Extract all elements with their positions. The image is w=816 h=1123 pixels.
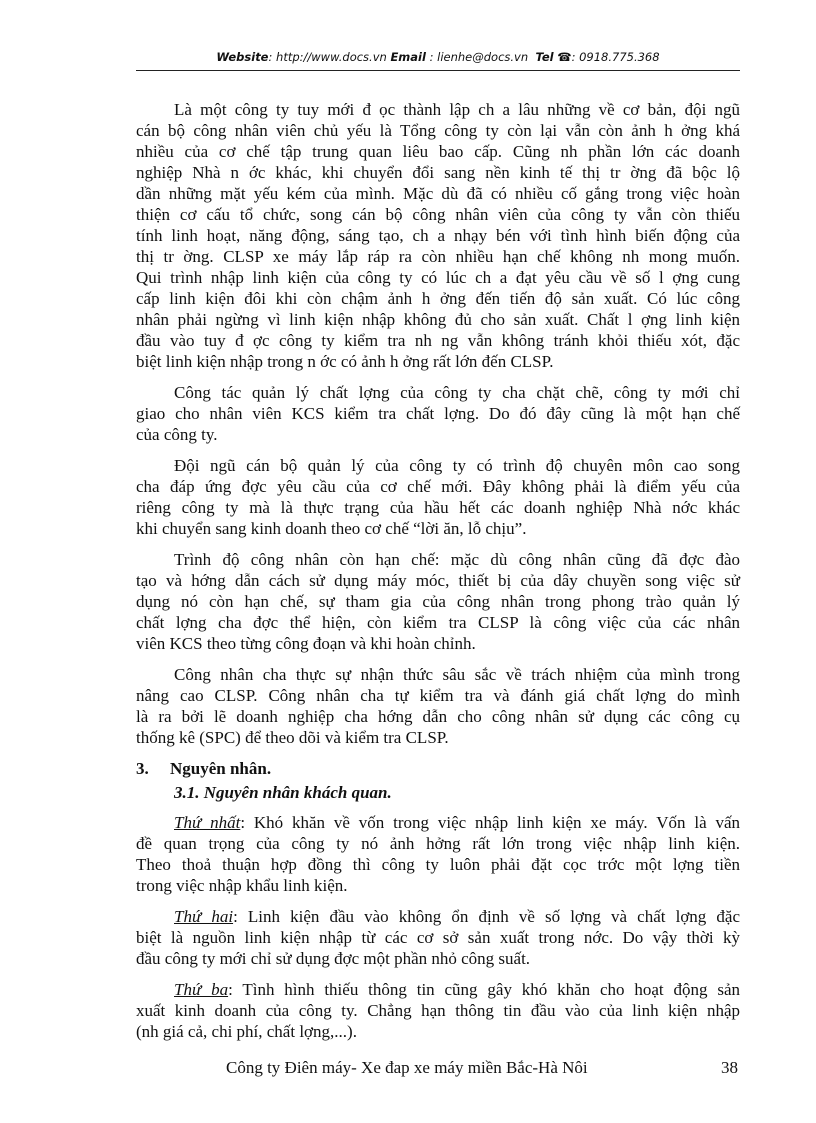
paragraph — [136, 382, 740, 445]
footer-company: Công ty Điên máy- Xe đap xe máy miền Bắc-Hà Nôi — [226, 1058, 588, 1077]
paragraph-line: đầu công ty mới chỉ sử dụng đợc một phần nhỏ công suất. — [136, 949, 531, 968]
section-heading — [136, 758, 740, 782]
paragraph-line: nghiệp Nhà n ớc khác, khi chuyển đổi sang nền kinh tế thị tr ờng đã bộc lộ — [136, 163, 740, 182]
paragraph-line: xuất kinh doanh của công ty. Chẳng hạn thông tin đầu vào của linh kiện nhập — [136, 1001, 740, 1020]
paragraph-line: dần những mặt yếu kém của mình. Mặc dù đã có nhiều cố gắng trong việc hoàn — [136, 184, 740, 203]
paragraph — [136, 549, 740, 654]
line-text: : Tình hình thiếu thông tin cũng gây khó khăn cho hoạt động sản — [228, 980, 740, 999]
document-body — [136, 99, 740, 1052]
reason-lead: Thứ hai — [174, 907, 234, 926]
subsection-heading: 3.1. Nguyên nhân khách quan. — [174, 783, 392, 802]
paragraph-line: trong việc nhập khẩu linh kiện. — [136, 876, 348, 895]
paragraph-line: Qui trình nhập linh kiện của công ty có lúc ch a đạt yêu cầu về số l ợng cung — [136, 268, 740, 287]
paragraph — [136, 906, 740, 969]
paragraph-line: cấp linh kiện đôi khi còn chậm ảnh h ởng đến tiến độ sản xuất. Có lúc công — [136, 289, 740, 308]
paragraph-line: thị tr ờng. CLSP xe máy lắp ráp ra còn nhiều hạn chế không nh mong muốn. — [136, 247, 740, 266]
paragraph-line: Công tác quản lý chất lợng của công ty cha chặt chẽ, công ty mới chỉ — [174, 383, 740, 402]
website-url: : http://www.docs.vn — [268, 50, 387, 64]
paragraph — [136, 455, 740, 539]
paragraph-line: nhân phải ngừng vì linh kiện nhập không đủ cho sản xuất. Chất l ợng linh kiện — [136, 310, 740, 329]
paragraph-line: đề quan trọng của công ty nó ảnh hởng rất lớn trong việc nhập linh kiện. — [136, 834, 740, 853]
paragraph-line: cha đáp ứng đợc yêu cầu của cơ chế mới. Đây không phải là điểm yếu của — [136, 477, 740, 496]
website-label: Website — [216, 50, 269, 64]
paragraph-line: nâng cao CLSP. Công nhân cha tự kiểm tra và đánh giá chất lợng do mình — [136, 686, 740, 705]
paragraph-line — [136, 979, 740, 1000]
paragraph-line — [136, 812, 740, 833]
paragraph-line: dụng nó còn hạn chế, sự tham gia của công nhân trong phong trào quản lý — [136, 592, 740, 611]
paragraph-line: khi chuyển sang kinh doanh theo cơ chế “lời ăn, lỗ chịu”. — [136, 519, 527, 538]
paragraph-line: là ra bởi lẽ doanh nghiệp cha hớng dẫn cho công nhân sử dụng các công cụ — [136, 707, 740, 726]
paragraph — [136, 812, 740, 896]
paragraph-line — [136, 906, 740, 927]
paragraph-line: của công ty. — [136, 425, 218, 444]
line-text: : Linh kiện đầu vào không ổn định về số lợng và chất lợng đặc — [233, 907, 741, 926]
email-label: Email — [390, 50, 426, 64]
tel-number: : 0918.775.368 — [571, 50, 660, 64]
paragraph-line: biệt linh kiện nhập trong n ớc có ảnh h ởng rất lớn đến CLSP. — [136, 352, 554, 371]
paragraph-line: riêng công ty mà là thực trạng của hầu hết các doanh nghiệp Nhà nớc khác — [136, 498, 740, 517]
page-header — [136, 50, 740, 64]
paragraph-line: tạo và hớng dẫn cách sử dụng máy móc, thiết bị của dây chuyền song việc sử — [136, 571, 740, 590]
paragraph-line: biệt là nguồn linh kiện nhập từ các cơ sở sản xuất trong nớc. Do vậy thời kỳ — [136, 928, 740, 947]
phone-icon: ☎ — [557, 50, 572, 64]
paragraph-line: chất lợng cha đợc thể hiện, còn kiểm tra CLSP là công việc của các nhân — [136, 613, 740, 632]
paragraph-line: thống kê (SPC) để theo dõi và kiểm tra CLSP. — [136, 728, 449, 747]
page-number: 38 — [721, 1058, 738, 1077]
line-text: : Khó khăn về vốn trong việc nhập linh kiện xe máy. Vốn là vấn — [240, 813, 741, 832]
paragraph-line: cán bộ công nhân viên chủ yếu là Tổng công ty còn lại vẫn còn ảnh h ởng khá — [136, 121, 740, 140]
paragraph-line: đầu vào tuy đ ợc công ty kiểm tra nh ng vẫn không tránh khỏi thiếu xót, đặc — [136, 331, 740, 350]
paragraph-line: Theo thoả thuận hợp đồng thì công ty luôn phải đặt cọc trớc một lợng tiền — [136, 855, 740, 874]
paragraph-line: Đội ngũ cán bộ quản lý của công ty có trình độ chuyên môn cao song — [174, 456, 740, 475]
reason-lead: Thứ nhất — [174, 813, 241, 832]
header-rule — [136, 70, 740, 71]
paragraph-line: Công nhân cha thực sự nhận thức sâu sắc về trách nhiệm của mình trong — [174, 665, 740, 684]
section-title: Nguyên nhân. — [170, 759, 272, 778]
tel-label: Tel — [535, 50, 554, 64]
paragraph-line: nhiều của cơ chế tập trung quan liêu bao cấp. Cũng nh phần lớn các doanh — [136, 142, 740, 161]
section-number: 3. — [136, 759, 149, 778]
paragraph-line: Trình độ công nhân còn hạn chế: mặc dù công nhân cũng đã đợc đào — [174, 550, 740, 569]
paragraph-line: viên KCS theo từng công đoạn và khi hoàn chỉnh. — [136, 634, 476, 653]
paragraph-line: Là một công ty tuy mới đ ọc thành lập ch a lâu những về cơ bản, đội ngũ — [174, 100, 740, 119]
paragraph — [136, 99, 740, 372]
reason-lead: Thứ ba — [174, 980, 229, 999]
email-address: : lienhe@docs.vn — [429, 50, 529, 64]
paragraph — [136, 664, 740, 748]
paragraph-line: giao cho nhân viên KCS kiểm tra chất lợng. Do đó đây cũng là một hạn chế — [136, 404, 740, 423]
paragraph-line: thiện cơ cấu tổ chức, song cán bộ công nhân viên của công ty vẫn còn thiếu — [136, 205, 740, 224]
paragraph-line: (nh giá cả, chi phí, chất lợng,...). — [136, 1022, 357, 1041]
paragraph — [136, 979, 740, 1042]
paragraph-line: tính linh hoạt, năng động, sáng tạo, ch a nhạy bén với tình hình biến động của — [136, 226, 740, 245]
